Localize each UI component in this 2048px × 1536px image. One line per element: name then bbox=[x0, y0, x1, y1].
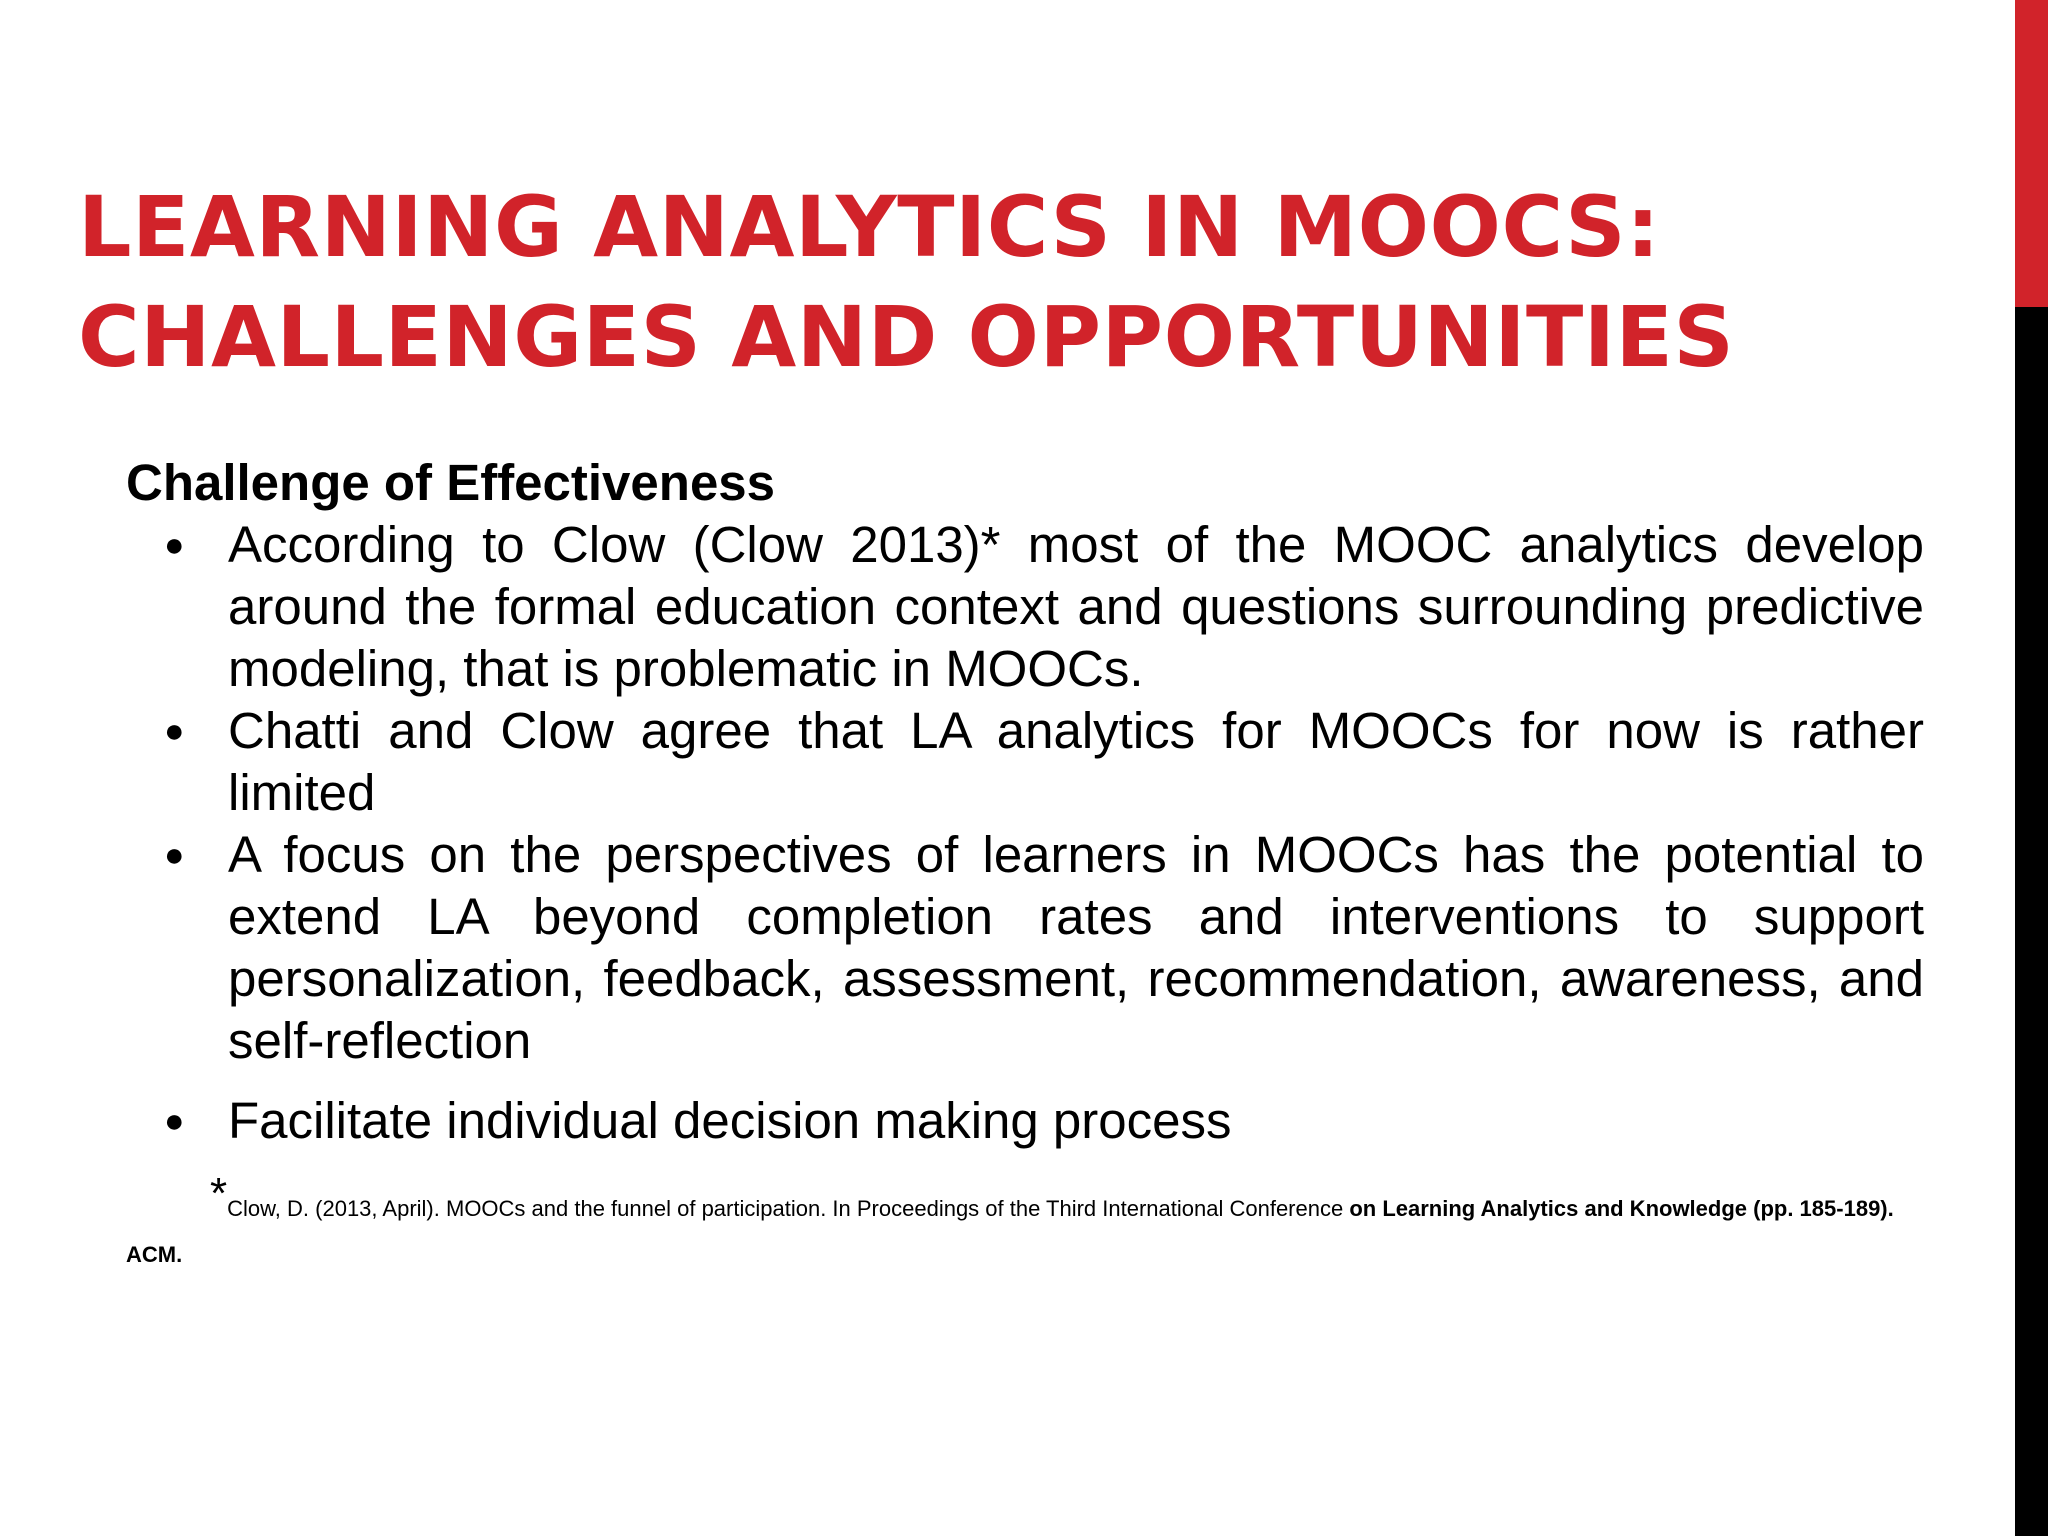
footnote-marker: * bbox=[210, 1169, 228, 1218]
bullet-text: A focus on the perspectives of learners in MOOCs has the potential to extend LA beyond completion rates and interventions to support personalization, feedback, assessment, recommendation, awareness, and self-reflection bbox=[228, 826, 1924, 1069]
slide-title bbox=[78, 172, 1978, 392]
bullet-item bbox=[126, 700, 1924, 824]
bullet-item bbox=[126, 514, 1924, 700]
slide-content bbox=[126, 452, 1924, 1152]
footnote-text: Clow, D. (2013, April). MOOCs and the funnel of participation. In Proceedings of the Third International Conference bbox=[227, 1196, 1350, 1221]
bullet-icon: ● bbox=[164, 712, 185, 750]
title-line-2: CHALLENGES AND OPPORTUNITIES bbox=[78, 288, 1735, 386]
bullet-icon: ● bbox=[164, 1102, 185, 1140]
footnote-citation bbox=[126, 1169, 1926, 1278]
bullet-text: Chatti and Clow agree that LA analytics for MOOCs for now is rather limited bbox=[228, 702, 1924, 821]
bullet-icon: ● bbox=[164, 526, 185, 564]
edge-bar-accent bbox=[2015, 0, 2048, 307]
bullet-text: Facilitate individual decision making process bbox=[228, 1092, 1232, 1149]
edge-bar bbox=[2015, 0, 2048, 1536]
footnote-text-bold: on Learning Analytics and Knowledge (pp. 185-189). ACM. bbox=[126, 1196, 1894, 1267]
bullet-list bbox=[126, 514, 1924, 1152]
bullet-item bbox=[126, 824, 1924, 1072]
bullet-icon: ● bbox=[164, 836, 185, 874]
section-heading: Challenge of Effectiveness bbox=[126, 454, 776, 511]
title-line-1: LEARNING ANALYTICS IN MOOCS: bbox=[78, 178, 1661, 276]
bullet-item bbox=[126, 1090, 1924, 1152]
bullet-text: According to Clow (Clow 2013)* most of the MOOC analytics develop around the formal education context and questions surrounding predictive modeling, that is problematic in MOOCs. bbox=[228, 516, 1924, 697]
